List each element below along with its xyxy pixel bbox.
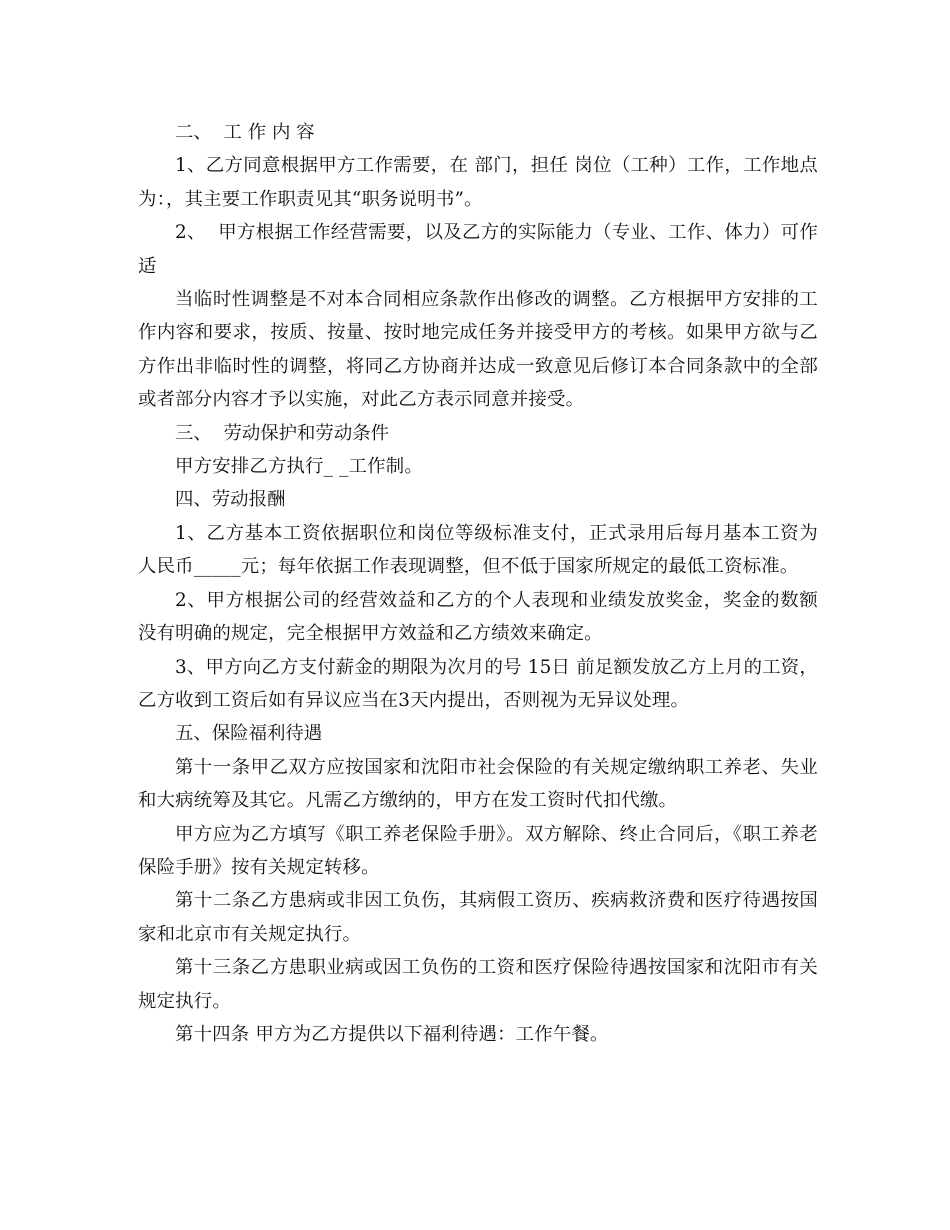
paragraph: 第十二条乙方患病或非因工负伤，其病假工资历、疾病救济费和医疗待遇按国家和北京市有关规定执行。 <box>138 890 818 945</box>
section-heading-work-content: 二、 工 作 内 容 <box>175 122 315 143</box>
section-heading-insurance-welfare: 五、保险福利待遇 <box>175 723 323 745</box>
paragraph: 3、甲方向乙方支付薪金的期限为次月的号 15日 前足额发放乙方上月的工资，乙方收到工资后如有异议应当在3天内提出，否则视为无异议处理。 <box>138 656 818 711</box>
paragraph: 2、甲方根据公司的经营效益和乙方的个人表现和业绩发放奖金，奖金的数额没有明确的规定，完全根据甲方效益和乙方绩效来确定。 <box>138 589 818 645</box>
paragraph: 第十三条乙方患职业病或因工负伤的工资和医疗保险待遇按国家和沈阳市有关规定执行。 <box>138 957 818 1012</box>
section-heading-labor-protection: 三、 劳动保护和劳动条件 <box>175 422 389 444</box>
paragraph: 1、乙方同意根据甲方工作需要，在 部门，担任 岗位（工种）工作，工作地点为：，其主要工作职责见其“职务说明书”。 <box>138 155 818 210</box>
paragraph: 当临时性调整是不对本合同相应条款作出修改的调整。乙方根据甲方安排的工作内容和要求，按质、按量、按时地完成任务并接受甲方的考核。如果甲方欲与乙方作出非临时性的调整，将同乙方协商并达成一致意见后修订本合同条款中的全部或者部分内容才予以实施，对此乙方表示同意并接受。 <box>138 289 818 411</box>
paragraph: 第十一条甲乙双方应按国家和沈阳市社会保险的有关规定缴纳职工养老、失业和大病统筹及其它。凡需乙方缴纳的，甲方在发工资时代扣代缴。 <box>138 756 818 812</box>
paragraph: 甲方安排乙方执行_ _工作制。 <box>175 456 423 478</box>
paragraph: 2、 甲方根据工作经营需要，以及乙方的实际能力（专业、工作、体力）可作适 <box>138 222 818 277</box>
document-body <box>138 116 818 1051</box>
paragraph: 1、乙方基本工资依据职位和岗位等级标准支付，正式录用后每月基本工资为人民币_____元；每年依据工作表现调整，但不低于国家所规定的最低工资标准。 <box>138 522 818 578</box>
paragraph: 甲方应为乙方填写《职工养老保险手册》。双方解除、终止合同后，《职工养老保险手册》按有关规定转移。 <box>138 823 818 878</box>
section-heading-remuneration: 四、劳动报酬 <box>175 489 286 511</box>
paragraph: 第十四条 甲方为乙方提供以下福利待遇：工作午餐。 <box>175 1023 609 1045</box>
